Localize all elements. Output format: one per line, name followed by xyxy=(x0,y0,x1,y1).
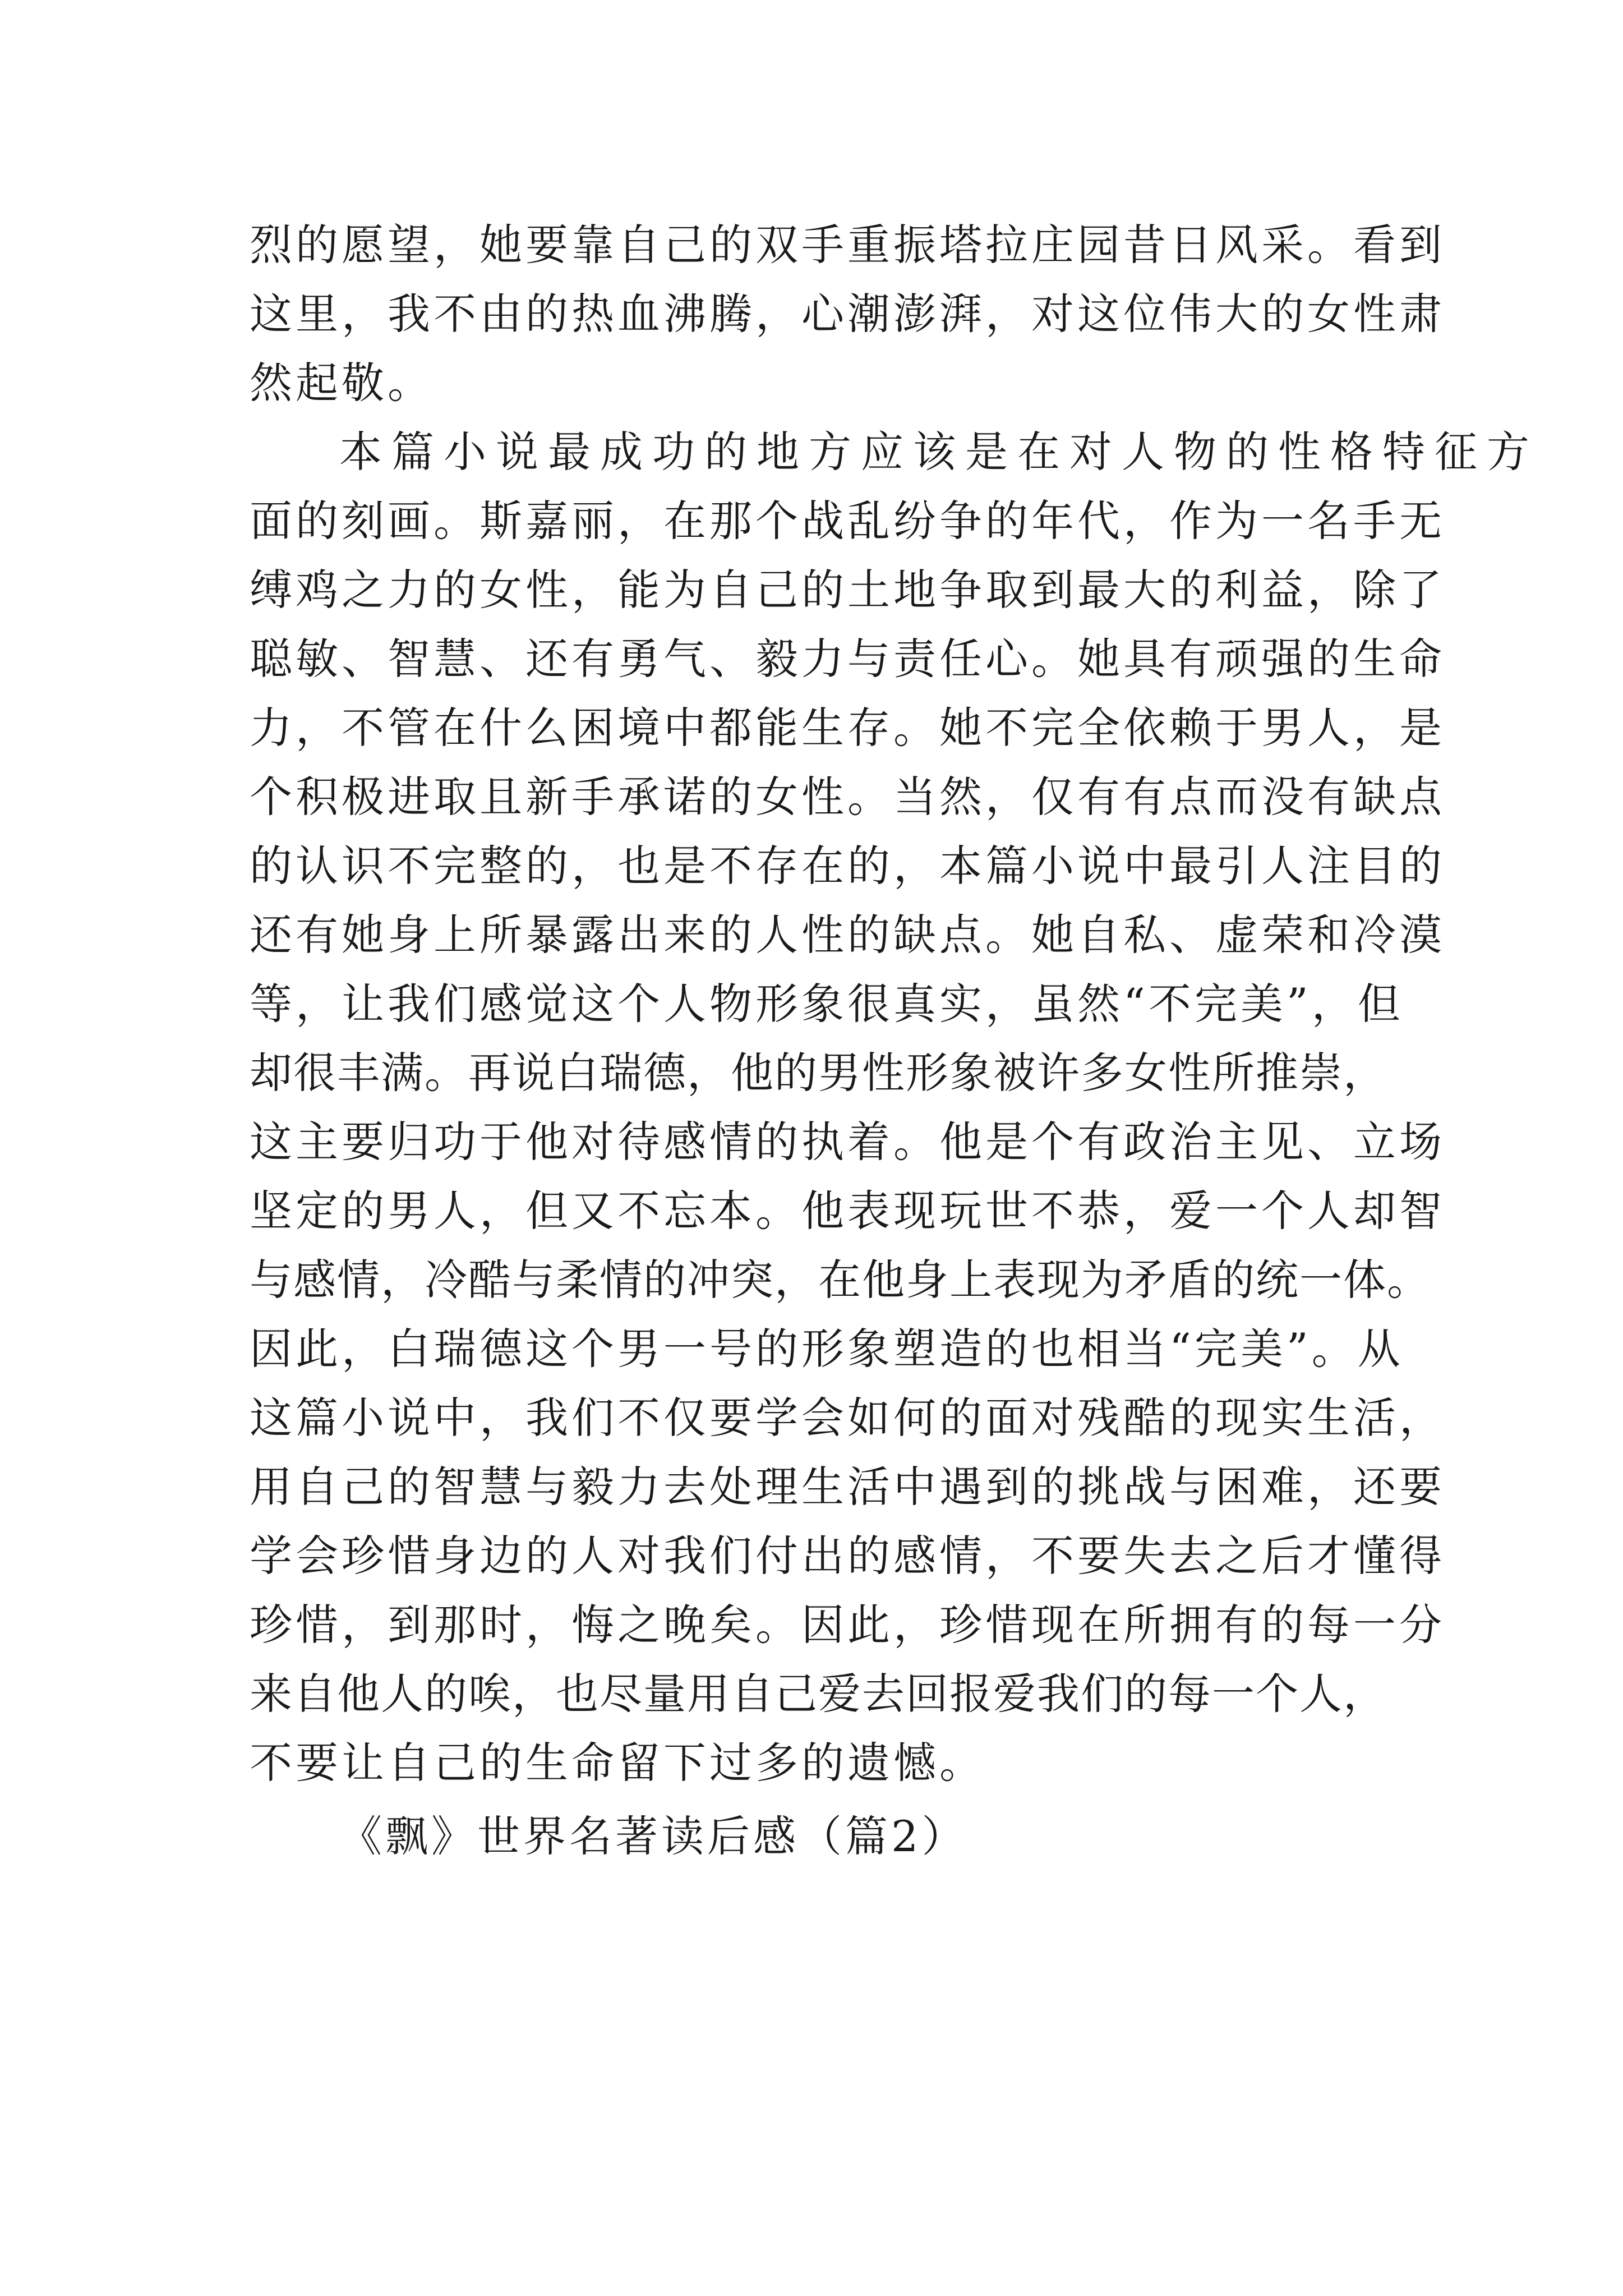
paragraph-line: 这主要归功于他对待感情的执着。他是个有政治主见、立场 xyxy=(250,1117,1445,1167)
paragraph-line: 来自他人的唉，也尽量用自己爱去回报爱我们的每一个人， xyxy=(250,1669,1387,1719)
paragraph-line: 等，让我们感觉这个人物形象很真实，虽然“不完美”，但 xyxy=(250,979,1404,1029)
paragraph-line: 个积极进取且新手承诺的女性。当然，仅有有点而没有缺点 xyxy=(250,772,1445,822)
paragraph-line: 还有她身上所暴露出来的人性的缺点。她自私、虚荣和冷漠 xyxy=(250,910,1445,960)
paragraph-line: 这篇小说中，我们不仅要学会如何的面对残酷的现实生活， xyxy=(250,1393,1445,1443)
body-text xyxy=(250,210,1539,1871)
paragraph-line: 面的刻画。斯嘉丽，在那个战乱纷争的年代，作为一名手无 xyxy=(250,496,1445,546)
paragraph-line: 因此，白瑞德这个男一号的形象塑造的也相当“完美”。从 xyxy=(250,1324,1404,1374)
paragraph-line: 不要让自己的生命留下过多的遗憾。 xyxy=(250,1738,985,1788)
paragraph-line: 坚定的男人，但又不忘本。他表现玩世不恭，爱一个人却智 xyxy=(250,1186,1445,1236)
paragraph-line: 力，不管在什么困境中都能生存。她不完全依赖于男人，是 xyxy=(250,703,1445,753)
section-title: 《飘》世界名著读后感（篇2） xyxy=(339,1811,968,1861)
paragraph-line: 的认识不完整的，也是不存在的，本篇小说中最引人注目的 xyxy=(250,841,1445,891)
paragraph-line: 然起敬。 xyxy=(250,358,434,408)
paragraph-line: 珍惜，到那时，悔之晚矣。因此，珍惜现在所拥有的每一分 xyxy=(250,1600,1445,1650)
paragraph-line: 这里，我不由的热血沸腾，心潮澎湃，对这位伟大的女性肃 xyxy=(250,289,1445,339)
paragraph-line: 本篇小说最成功的地方应该是在对人物的性格特征方 xyxy=(339,427,1539,477)
paragraph-line: 用自己的智慧与毅力去处理生活中遇到的挑战与困难，还要 xyxy=(250,1462,1445,1512)
paragraph-line: 烈的愿望，她要靠自己的双手重振塔拉庄园昔日风采。看到 xyxy=(250,220,1445,270)
paragraph-line: 缚鸡之力的女性，能为自己的土地争取到最大的利益，除了 xyxy=(250,565,1445,615)
paragraph-line: 却很丰满。再说白瑞德，他的男性形象被许多女性所推崇， xyxy=(250,1048,1387,1098)
paragraph-line: 聪敏、智慧、还有勇气、毅力与责任心。她具有顽强的生命 xyxy=(250,634,1445,684)
paragraph-line: 学会珍惜身边的人对我们付出的感情，不要失去之后才懂得 xyxy=(250,1531,1445,1581)
paragraph-line: 与感情，冷酷与柔情的冲突，在他身上表现为矛盾的统一体。 xyxy=(250,1255,1431,1305)
